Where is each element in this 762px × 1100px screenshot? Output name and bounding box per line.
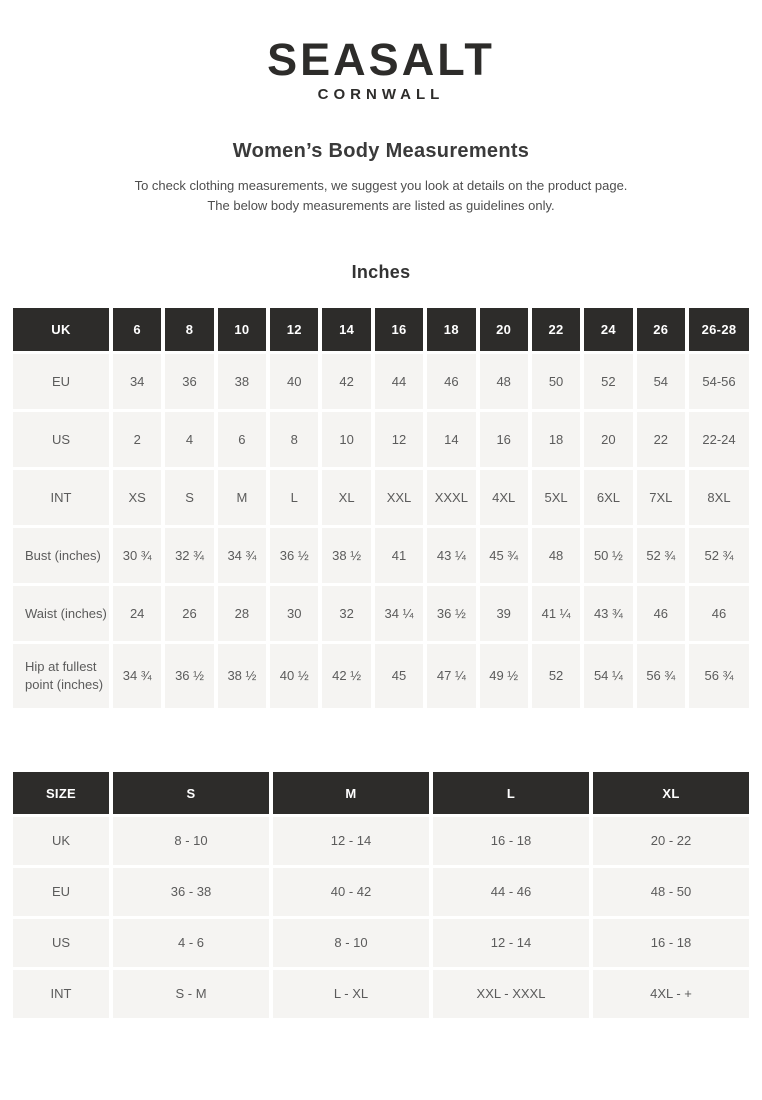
- row-label-us: US: [13, 412, 109, 467]
- cell-waist-inches-7: 36 ½: [427, 586, 475, 641]
- column-header-m: M: [273, 772, 429, 814]
- table-row-eu: [13, 868, 749, 916]
- row-label-bust-inches: Bust (inches): [13, 528, 109, 583]
- cell-eu-11: 54: [637, 354, 685, 409]
- cell-eu-3: 44 - 46: [433, 868, 589, 916]
- cell-hip-at-fullest-point-inches-11: 56 ¾: [637, 644, 685, 708]
- cell-uk-2: 12 - 14: [273, 817, 429, 865]
- row-label-int: INT: [13, 470, 109, 525]
- cell-us-7: 14: [427, 412, 475, 467]
- cell-eu-7: 46: [427, 354, 475, 409]
- cell-waist-inches-5: 32: [322, 586, 370, 641]
- cell-int-8: 4XL: [480, 470, 528, 525]
- cell-us-3: 6: [218, 412, 266, 467]
- cell-hip-at-fullest-point-inches-4: 40 ½: [270, 644, 318, 708]
- cell-bust-inches-2: 32 ¾: [165, 528, 213, 583]
- table-row-eu: [13, 354, 749, 409]
- table-row-hip-at-fullest-point-inches: [13, 644, 749, 708]
- units-heading: Inches: [351, 262, 411, 282]
- cell-hip-at-fullest-point-inches-9: 52: [532, 644, 580, 708]
- column-header-size: SIZE: [13, 772, 109, 814]
- column-header-10: 10: [218, 308, 266, 351]
- table-row-us: [13, 919, 749, 967]
- column-header-24: 24: [584, 308, 632, 351]
- cell-bust-inches-10: 50 ½: [584, 528, 632, 583]
- cell-us-5: 10: [322, 412, 370, 467]
- cell-waist-inches-4: 30: [270, 586, 318, 641]
- cell-bust-inches-4: 36 ½: [270, 528, 318, 583]
- cell-waist-inches-11: 46: [637, 586, 685, 641]
- cell-us-11: 22: [637, 412, 685, 467]
- letter-header-row: [13, 772, 749, 814]
- cell-bust-inches-8: 45 ¾: [480, 528, 528, 583]
- cell-eu-2: 40 - 42: [273, 868, 429, 916]
- inches-header-row: [13, 308, 749, 351]
- table-row-int: [13, 970, 749, 1018]
- cell-int-1: XS: [113, 470, 161, 525]
- column-header-20: 20: [480, 308, 528, 351]
- cell-int-1: S - M: [113, 970, 269, 1018]
- cell-us-3: 12 - 14: [433, 919, 589, 967]
- cell-hip-at-fullest-point-inches-8: 49 ½: [480, 644, 528, 708]
- cell-us-2: 8 - 10: [273, 919, 429, 967]
- cell-int-2: L - XL: [273, 970, 429, 1018]
- table-row-waist-inches: [13, 586, 749, 641]
- cell-bust-inches-5: 38 ½: [322, 528, 370, 583]
- column-header-s: S: [113, 772, 269, 814]
- cell-eu-1: 34: [113, 354, 161, 409]
- brand-logo-subtext: CORNWALL: [317, 86, 445, 103]
- cell-int-4: L: [270, 470, 318, 525]
- cell-bust-inches-12: 52 ¾: [689, 528, 749, 583]
- cell-us-4: 8: [270, 412, 318, 467]
- column-header-16: 16: [375, 308, 423, 351]
- cell-eu-12: 54-56: [689, 354, 749, 409]
- cell-us-4: 16 - 18: [593, 919, 749, 967]
- cell-eu-3: 38: [218, 354, 266, 409]
- cell-us-2: 4: [165, 412, 213, 467]
- table-row-us: [13, 412, 749, 467]
- cell-us-9: 18: [532, 412, 580, 467]
- cell-hip-at-fullest-point-inches-6: 45: [375, 644, 423, 708]
- cell-eu-2: 36: [165, 354, 213, 409]
- cell-int-9: 5XL: [532, 470, 580, 525]
- row-label-hip-at-fullest-point-inches: Hip at fullest point (inches): [13, 644, 109, 708]
- row-label-eu: EU: [13, 868, 109, 916]
- cell-eu-8: 48: [480, 354, 528, 409]
- cell-eu-1: 36 - 38: [113, 868, 269, 916]
- brand-logo: SEASALT: [267, 34, 495, 85]
- cell-us-8: 16: [480, 412, 528, 467]
- cell-waist-inches-1: 24: [113, 586, 161, 641]
- cell-uk-1: 8 - 10: [113, 817, 269, 865]
- letter-size-conversion-table: [9, 769, 753, 1021]
- cell-int-3: M: [218, 470, 266, 525]
- row-label-us: US: [13, 919, 109, 967]
- cell-waist-inches-6: 34 ¼: [375, 586, 423, 641]
- inches-table-header: [13, 308, 749, 351]
- cell-int-2: S: [165, 470, 213, 525]
- cell-uk-3: 16 - 18: [433, 817, 589, 865]
- cell-waist-inches-9: 41 ¼: [532, 586, 580, 641]
- column-header-18: 18: [427, 308, 475, 351]
- intro-line-2: The below body measurements are listed as guidelines only.: [207, 197, 555, 213]
- column-header-l: L: [433, 772, 589, 814]
- cell-int-4: 4XL - +: [593, 970, 749, 1018]
- cell-bust-inches-9: 48: [532, 528, 580, 583]
- cell-int-7: XXXL: [427, 470, 475, 525]
- cell-bust-inches-6: 41: [375, 528, 423, 583]
- cell-hip-at-fullest-point-inches-12: 56 ¾: [689, 644, 749, 708]
- column-header-12: 12: [270, 308, 318, 351]
- column-header-xl: XL: [593, 772, 749, 814]
- cell-bust-inches-7: 43 ¼: [427, 528, 475, 583]
- cell-us-1: 2: [113, 412, 161, 467]
- cell-eu-9: 50: [532, 354, 580, 409]
- letter-table-body: [13, 817, 749, 1018]
- brand-header: [0, 0, 762, 103]
- cell-hip-at-fullest-point-inches-2: 36 ½: [165, 644, 213, 708]
- table-row-uk: [13, 817, 749, 865]
- cell-eu-10: 52: [584, 354, 632, 409]
- cell-int-10: 6XL: [584, 470, 632, 525]
- cell-hip-at-fullest-point-inches-1: 34 ¾: [113, 644, 161, 708]
- row-label-uk: UK: [13, 817, 109, 865]
- cell-eu-4: 48 - 50: [593, 868, 749, 916]
- row-label-int: INT: [13, 970, 109, 1018]
- cell-us-1: 4 - 6: [113, 919, 269, 967]
- column-header-26: 26: [637, 308, 685, 351]
- cell-hip-at-fullest-point-inches-10: 54 ¼: [584, 644, 632, 708]
- inches-table-body: [13, 354, 749, 708]
- table-row-int: [13, 470, 749, 525]
- cell-hip-at-fullest-point-inches-5: 42 ½: [322, 644, 370, 708]
- cell-eu-5: 42: [322, 354, 370, 409]
- cell-int-11: 7XL: [637, 470, 685, 525]
- column-header-22: 22: [532, 308, 580, 351]
- cell-us-6: 12: [375, 412, 423, 467]
- table-row-bust-inches: [13, 528, 749, 583]
- cell-waist-inches-10: 43 ¾: [584, 586, 632, 641]
- cell-waist-inches-12: 46: [689, 586, 749, 641]
- cell-hip-at-fullest-point-inches-3: 38 ½: [218, 644, 266, 708]
- cell-uk-4: 20 - 22: [593, 817, 749, 865]
- cell-bust-inches-1: 30 ¾: [113, 528, 161, 583]
- column-header-uk: UK: [13, 308, 109, 351]
- cell-hip-at-fullest-point-inches-7: 47 ¼: [427, 644, 475, 708]
- cell-bust-inches-11: 52 ¾: [637, 528, 685, 583]
- inches-measurements-table: [9, 305, 753, 711]
- column-header-8: 8: [165, 308, 213, 351]
- row-label-eu: EU: [13, 354, 109, 409]
- row-label-waist-inches: Waist (inches): [13, 586, 109, 641]
- cell-int-12: 8XL: [689, 470, 749, 525]
- cell-int-6: XXL: [375, 470, 423, 525]
- cell-waist-inches-8: 39: [480, 586, 528, 641]
- cell-waist-inches-3: 28: [218, 586, 266, 641]
- column-header-26-28: 26-28: [689, 308, 749, 351]
- cell-int-3: XXL - XXXL: [433, 970, 589, 1018]
- column-header-6: 6: [113, 308, 161, 351]
- letter-table-header: [13, 772, 749, 814]
- page-title: Women’s Body Measurements: [232, 140, 530, 162]
- cell-int-5: XL: [322, 470, 370, 525]
- cell-us-10: 20: [584, 412, 632, 467]
- column-header-14: 14: [322, 308, 370, 351]
- intro-line-1: To check clothing measurements, we suggest you look at details on the product page.: [134, 178, 628, 193]
- cell-eu-6: 44: [375, 354, 423, 409]
- cell-bust-inches-3: 34 ¾: [218, 528, 266, 583]
- cell-us-12: 22-24: [689, 412, 749, 467]
- cell-waist-inches-2: 26: [165, 586, 213, 641]
- cell-eu-4: 40: [270, 354, 318, 409]
